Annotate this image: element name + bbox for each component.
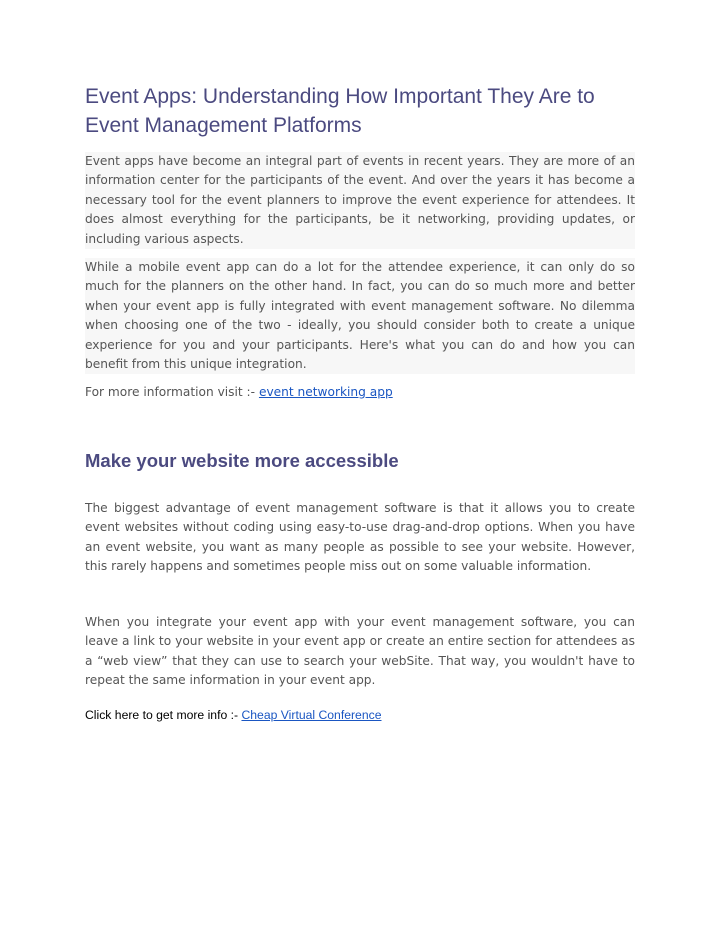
more-info-line	[85, 383, 635, 402]
article-title: Event Apps: Understanding How Important They Are to Event Management Platforms	[85, 85, 595, 137]
intro-paragraph: Event apps have become an integral part of events in recent years. They are more of an information center for the participants of the event. And over the years it has become a necessary tool for the event planners to improve the event experience for attendees. It does almost everything for the participants, be it networking, providing updates, or including various aspects.	[85, 152, 635, 249]
integration-paragraph: While a mobile event app can do a lot for the attendee experience, it can only do so much for the planners on the other hand. In fact, you can do so much more and better when your event app is fully integrated with event management software. No dilemma when choosing one of the two - ideally, you should consider both to create a unique experience for you and your participants. Here's what you can do and how you can benefit from this unique integration.	[85, 258, 635, 374]
website-advantage-paragraph: The biggest advantage of event management software is that it allows you to create event websites without coding using easy-to-use drag-and-drop options. When you have an event website, you want as many people as possible to see your website. However, this rarely happens and sometimes people miss out on some valuable information.	[85, 501, 635, 574]
cheap-virtual-conference-link[interactable]: Cheap Virtual Conference	[241, 708, 382, 722]
cta-prefix: Click here to get more info :-	[85, 708, 242, 722]
section-heading: Make your website more accessible	[85, 450, 399, 471]
web-view-paragraph: When you integrate your event app with your event management software, you can leave a link to your website in your event app or create an entire section for attendees as a “web view” that they can use to search your webSite. That way, you wouldn't have to repeat the same information in your event app.	[85, 615, 635, 688]
cta-line	[85, 706, 382, 724]
event-networking-app-link[interactable]: event networking app	[258, 385, 393, 399]
more-info-prefix: For more information visit :-	[85, 385, 259, 399]
